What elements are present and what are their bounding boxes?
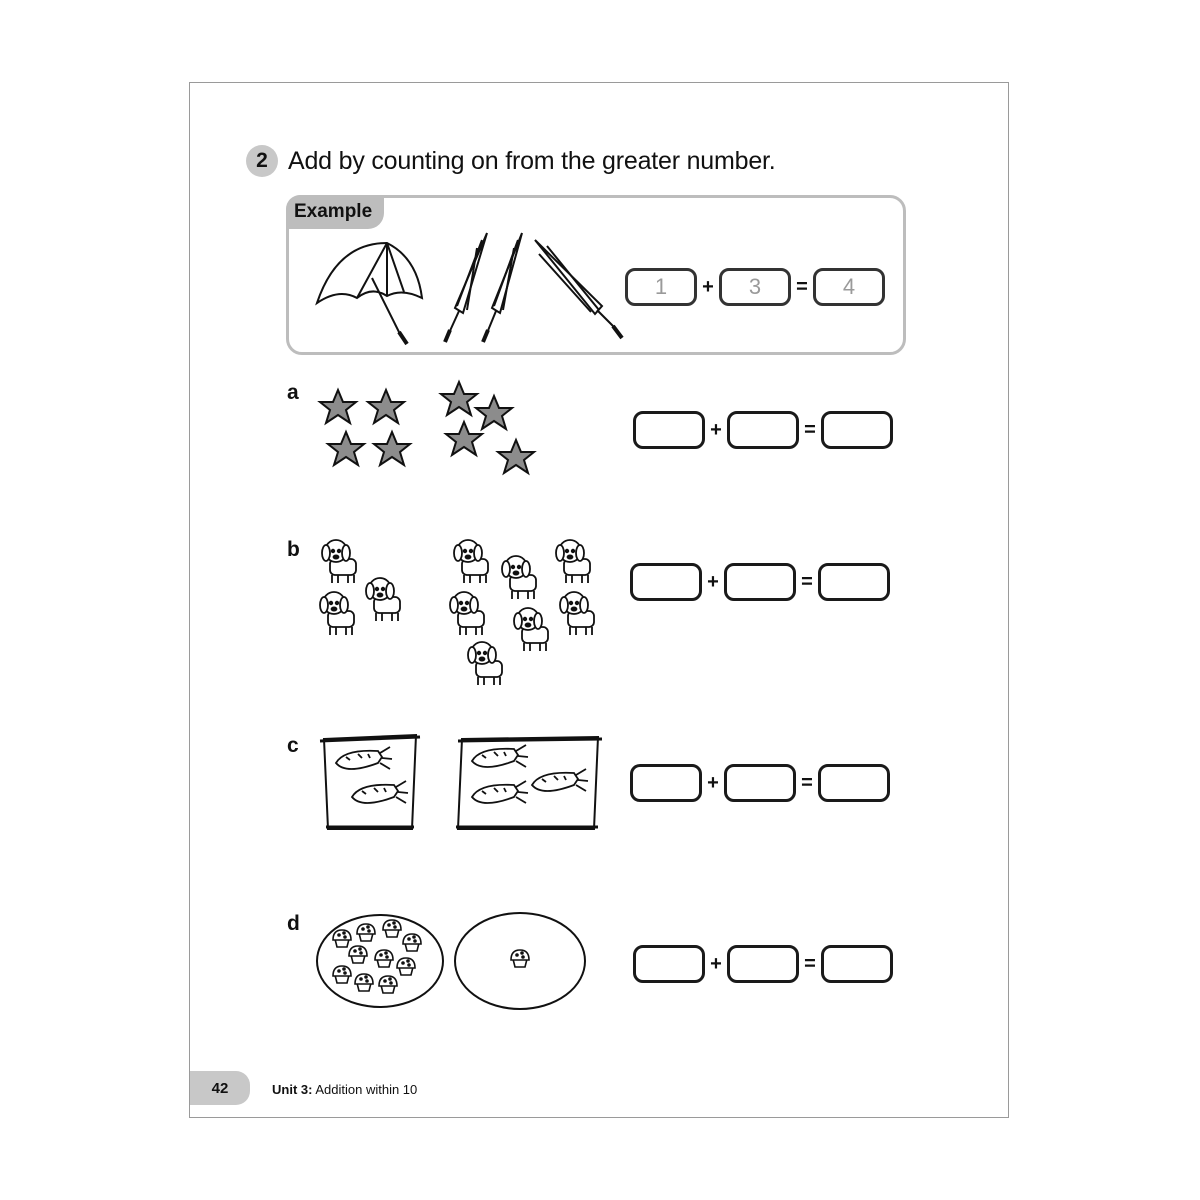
equals-sign: = (801, 570, 813, 593)
muffin-icon (333, 930, 351, 947)
equals-sign: = (801, 771, 813, 794)
row-b-equation (630, 563, 890, 601)
row-a-addend-1-input[interactable] (633, 411, 705, 449)
row-c-addend-1-input[interactable] (630, 764, 702, 802)
dog-icon (322, 540, 356, 583)
carrot-bags-illustration (314, 731, 614, 833)
star-icon (446, 422, 482, 455)
star-icon (320, 390, 356, 423)
example-addend-2-box: 3 (719, 268, 791, 306)
example-label: Example (286, 195, 384, 229)
unit-footer (272, 1082, 417, 1097)
row-b-sum-input[interactable] (818, 563, 890, 601)
carrot-bag-right (456, 737, 602, 829)
muffin-icon (357, 924, 375, 941)
row-c-letter: c (287, 734, 299, 757)
example-addend-1-box: 1 (625, 268, 697, 306)
row-a-addend-2-input[interactable] (727, 411, 799, 449)
unit-label: Unit 3: (272, 1082, 313, 1097)
closed-umbrella-icon (445, 233, 487, 342)
umbrellas-illustration (307, 218, 627, 348)
dog-icon (454, 540, 488, 583)
row-d-addend-2-input[interactable] (727, 945, 799, 983)
plus-sign: + (707, 771, 719, 794)
muffin-icon (379, 976, 397, 993)
plus-sign: + (702, 275, 714, 298)
muffin-icon (403, 934, 421, 951)
dog-icon (514, 608, 548, 651)
dog-icon (560, 592, 594, 635)
row-d-sum-input[interactable] (821, 945, 893, 983)
muffin-icon (383, 920, 401, 937)
star-icon (476, 396, 512, 429)
page-number: 42 (190, 1071, 250, 1105)
row-d-equation (633, 945, 893, 983)
star-icon (328, 432, 364, 465)
muffin-icon (375, 950, 393, 967)
row-b-addend-1-input[interactable] (630, 563, 702, 601)
equals-sign: = (804, 952, 816, 975)
example-sum-box: 4 (813, 268, 885, 306)
dog-icon (320, 592, 354, 635)
row-d-letter: d (287, 912, 300, 935)
question-number-badge: 2 (246, 145, 278, 177)
equals-sign: = (804, 418, 816, 441)
row-b-letter: b (287, 538, 300, 561)
plus-sign: + (710, 952, 722, 975)
star-icon (498, 440, 534, 473)
unit-title: Addition within 10 (315, 1082, 418, 1097)
muffin-icon (511, 950, 529, 967)
closed-umbrella-icon (535, 240, 622, 338)
example-equation (625, 268, 885, 306)
row-b-addend-2-input[interactable] (724, 563, 796, 601)
row-a-letter: a (287, 381, 299, 404)
workbook-page (189, 82, 1009, 1118)
dog-icon (556, 540, 590, 583)
row-a-sum-input[interactable] (821, 411, 893, 449)
row-c-sum-input[interactable] (818, 764, 890, 802)
example-box (286, 195, 906, 355)
closed-umbrella-icon (483, 233, 522, 342)
open-umbrella-icon (317, 243, 422, 344)
row-d-addend-1-input[interactable] (633, 945, 705, 983)
muffin-icon (355, 974, 373, 991)
star-icon (374, 432, 410, 465)
stars-illustration (314, 378, 544, 488)
row-c-equation (630, 764, 890, 802)
muffin-icon (333, 966, 351, 983)
dog-icon (468, 642, 502, 685)
dogs-illustration (312, 529, 622, 689)
row-a-equation (633, 411, 893, 449)
star-icon (441, 382, 477, 415)
dog-icon (502, 556, 536, 599)
muffin-plates-illustration (312, 907, 592, 1011)
question-header (246, 145, 776, 177)
dog-icon (366, 578, 400, 621)
dog-icon (450, 592, 484, 635)
star-icon (368, 390, 404, 423)
row-c-addend-2-input[interactable] (724, 764, 796, 802)
muffin-icon (397, 958, 415, 975)
plus-sign: + (707, 570, 719, 593)
plus-sign: + (710, 418, 722, 441)
equals-sign: = (796, 275, 808, 298)
question-instruction: Add by counting on from the greater number. (288, 146, 776, 175)
muffin-icon (349, 946, 367, 963)
